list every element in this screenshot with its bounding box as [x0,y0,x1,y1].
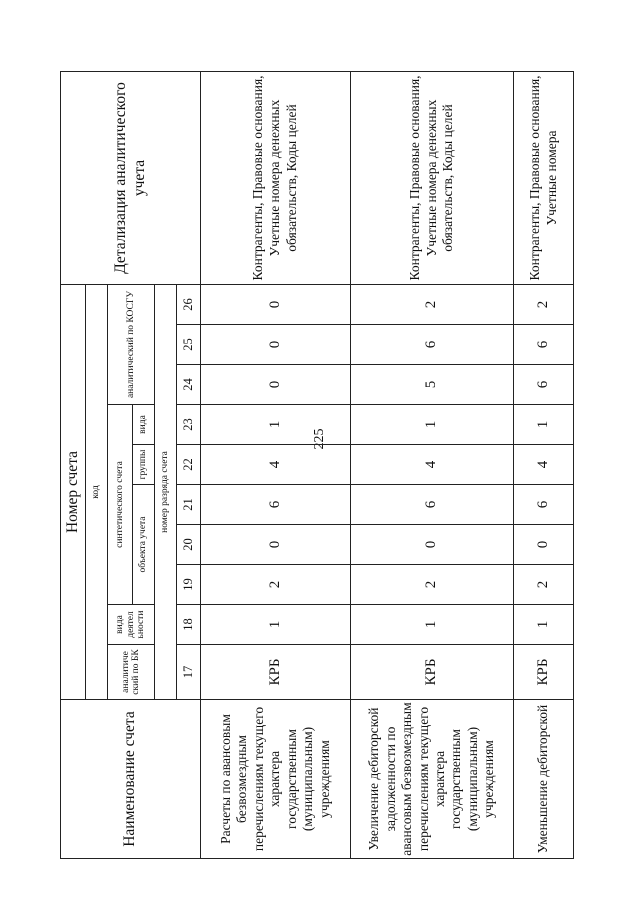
digit-21: 21 [177,485,201,525]
rotated-table-wrapper [60,72,573,859]
row-3-value: 1 [514,605,574,645]
header-digit-number: номер разряда счета [155,284,177,699]
header-analytic-bk: аналитиче ский по БК [108,645,155,700]
row-1-value: 6 [201,485,351,525]
row-3-value: 6 [514,485,574,525]
header-group: группы [133,445,155,485]
row-3-value: 6 [514,325,574,365]
row-1-value: 2 [201,565,351,605]
row-1-name: Расчеты по авансовым безвозмездным перечислениям текущего характера государственным (муниципальным) учреждениям [201,700,351,859]
row-2-detail: Контрагенты, Правовые основания, Учетные номера денежных обязательств, Коды целей [351,71,514,284]
header-detail: Детализация аналитического учета [61,71,201,284]
row-1-value: 0 [201,525,351,565]
row-1-value: 4 [201,445,351,485]
row-1-value: КРБ [201,645,351,700]
row-3-value: 2 [514,284,574,324]
digit-18: 18 [177,605,201,645]
header-synthetic: синтетического счета [108,405,133,605]
row-2-value: 1 [351,405,514,445]
row-2-value: 1 [351,605,514,645]
digit-25: 25 [177,325,201,365]
row-1-value: 0 [201,325,351,365]
row-2-name: Увеличение дебиторской задолженности по авансовым безвозмездным перечислениям текущего характера государственным (муниципальным) учреждениям [351,700,514,859]
row-3-value: 1 [514,405,574,445]
row-1-value: 1 [201,605,351,645]
header-account-object: объекта учета [133,485,155,605]
row-2-value: 2 [351,284,514,324]
row-2-value: КРБ [351,645,514,700]
header-kind: вида [133,405,155,445]
table-row [514,71,574,858]
row-3-name: Уменьшение дебиторской [514,700,574,859]
row-3-value: 2 [514,565,574,605]
row-2-value: 6 [351,325,514,365]
row-1-value: 0 [201,284,351,324]
digit-17: 17 [177,645,201,700]
digit-19: 19 [177,565,201,605]
digit-24: 24 [177,365,201,405]
row-2-value: 0 [351,525,514,565]
table-row [201,71,351,858]
header-code: код [86,284,108,699]
header-activity-type: вида деятел ьности [108,605,155,645]
header-analytic-kosgu: аналитический по КОСГУ [108,284,155,404]
row-1-value: 0 [201,365,351,405]
row-3-value: 6 [514,365,574,405]
row-2-value: 2 [351,565,514,605]
accounts-table [60,71,574,859]
digit-20: 20 [177,525,201,565]
row-1-value: 1 [201,405,351,445]
row-3-value: 4 [514,445,574,485]
row-3-value: КРБ [514,645,574,700]
header-account-number: Номер счета [61,284,86,699]
digit-22: 22 [177,445,201,485]
row-3-value: 0 [514,525,574,565]
page-number: 225 [312,428,327,450]
row-1-detail: Контрагенты, Правовые основания, Учетные номера денежных обязательств, Коды целей [201,71,351,284]
row-2-value: 4 [351,445,514,485]
row-2-value: 6 [351,485,514,525]
header-account-name: Наименование счета [61,700,201,859]
digit-26: 26 [177,284,201,324]
row-3-detail: Контрагенты, Правовые основания, Учетные номера [514,71,574,284]
row-2-value: 5 [351,365,514,405]
digit-23: 23 [177,405,201,445]
table-row [351,71,514,858]
